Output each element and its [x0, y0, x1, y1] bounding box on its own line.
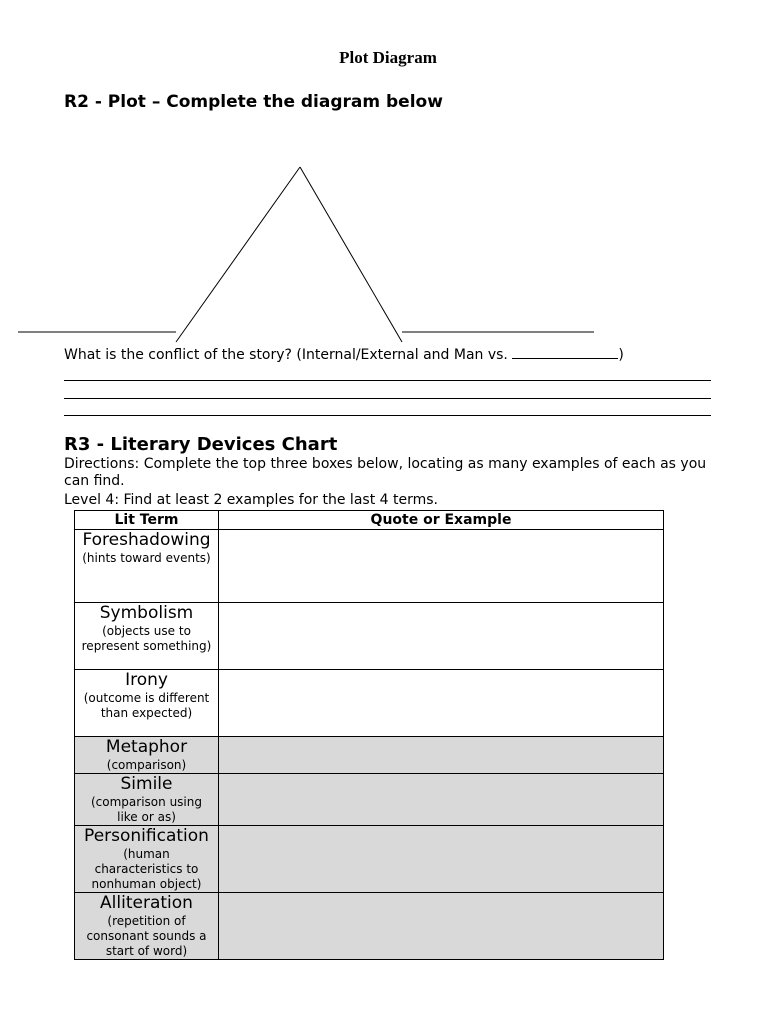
example-cell[interactable] — [219, 530, 664, 603]
example-cell[interactable] — [219, 670, 664, 737]
term-cell — [75, 670, 219, 737]
conflict-answer-line-3[interactable] — [64, 415, 711, 416]
example-cell[interactable] — [219, 893, 664, 960]
term-name: Alliteration — [100, 893, 193, 913]
term-description: (comparison) — [106, 758, 187, 772]
literary-devices-table — [74, 510, 664, 960]
term-name: Foreshadowing — [82, 530, 211, 550]
term-cell — [75, 603, 219, 670]
r2-heading: R2 - Plot – Complete the diagram below — [64, 92, 443, 112]
header-quote-or-example: Quote or Example — [219, 511, 664, 530]
plot-diagram — [0, 0, 768, 360]
table-row — [75, 893, 664, 960]
term-cell — [75, 737, 219, 774]
term-name: Simile — [120, 774, 173, 794]
conflict-question — [64, 345, 624, 363]
term-description: (outcome is different than expected) — [83, 691, 210, 720]
example-cell[interactable] — [219, 774, 664, 826]
table-row — [75, 737, 664, 774]
table-header-row — [75, 511, 664, 530]
term-description: (objects use to represent something) — [81, 624, 212, 653]
conflict-question-close: ) — [618, 347, 624, 363]
example-cell[interactable] — [219, 603, 664, 670]
table-row — [75, 530, 664, 603]
term-description: (human characteristics to nonhuman object) — [91, 847, 202, 891]
term-name: Personification — [84, 826, 209, 846]
conflict-question-text: What is the conflict of the story? (Internal/External and Man vs. — [64, 347, 513, 363]
term-description: (hints toward events) — [82, 551, 211, 565]
conflict-blank[interactable] — [512, 345, 618, 359]
term-name: Irony — [125, 670, 168, 690]
rising-action-line — [176, 167, 300, 342]
table-row — [75, 826, 664, 893]
level4-text: Level 4: Find at least 2 examples for the last 4 terms. — [64, 492, 438, 508]
term-cell — [75, 774, 219, 826]
conflict-answer-line-1[interactable] — [64, 380, 711, 381]
example-cell[interactable] — [219, 737, 664, 774]
term-name: Symbolism — [99, 603, 194, 623]
term-cell — [75, 826, 219, 893]
header-lit-term: Lit Term — [75, 511, 219, 530]
directions-text: Directions: Complete the top three boxes below, locating as many examples of each as you can find. — [64, 456, 707, 489]
term-cell — [75, 530, 219, 603]
example-cell[interactable] — [219, 826, 664, 893]
term-description: (repetition of consonant sounds a start of word) — [86, 914, 207, 958]
term-cell — [75, 893, 219, 960]
document-title: Plot Diagram — [339, 48, 437, 67]
table-row — [75, 603, 664, 670]
table-row — [75, 774, 664, 826]
r3-heading: R3 - Literary Devices Chart — [64, 434, 338, 455]
table-row — [75, 670, 664, 737]
falling-action-line — [300, 167, 402, 342]
term-name: Metaphor — [105, 737, 188, 757]
term-description: (comparison using like or as) — [91, 795, 202, 824]
conflict-answer-line-2[interactable] — [64, 398, 711, 399]
